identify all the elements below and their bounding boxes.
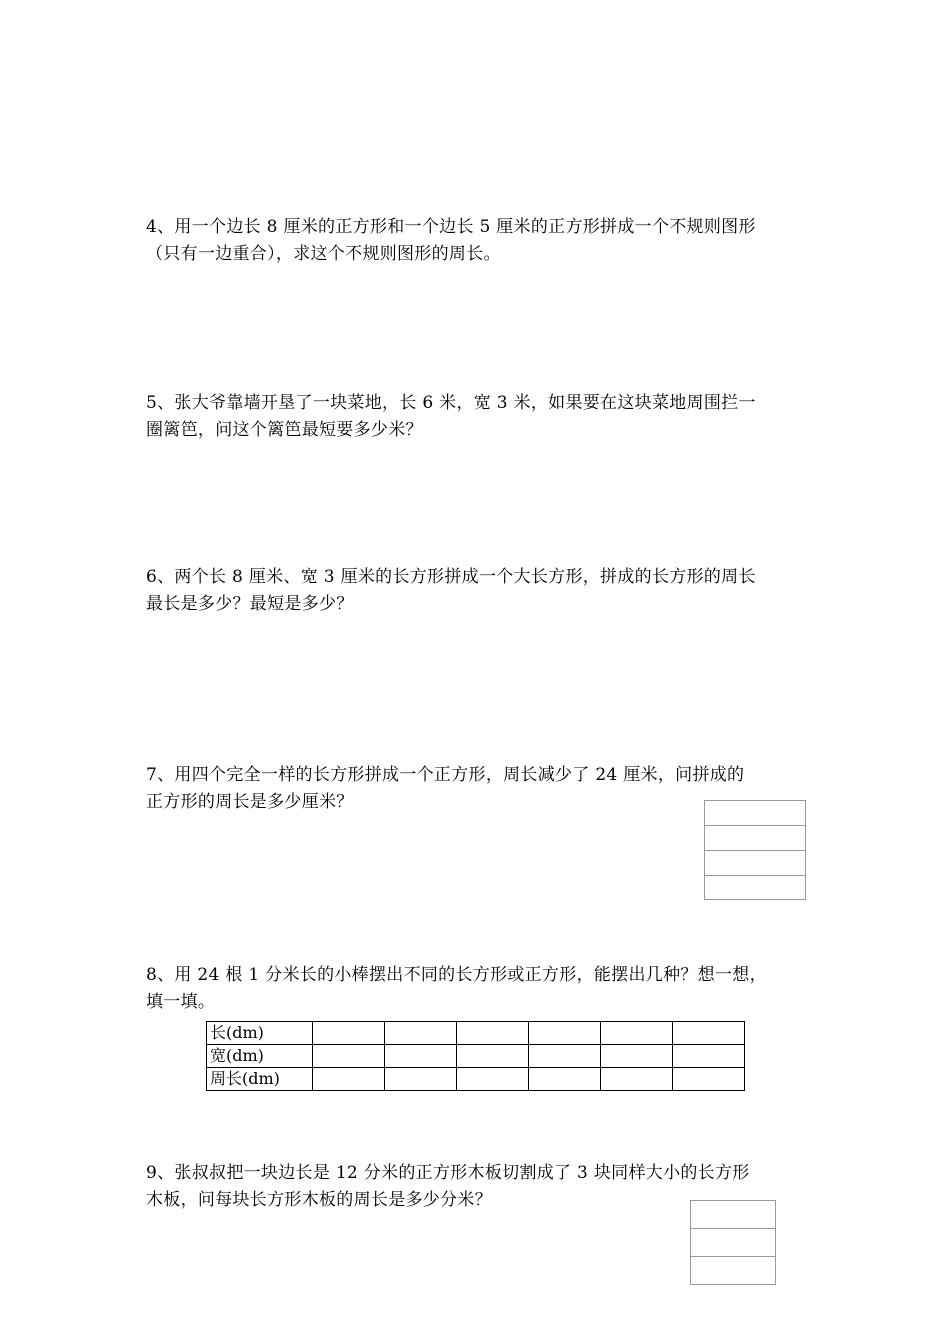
figure-divider [705, 875, 805, 876]
table-cell[interactable] [529, 1045, 601, 1068]
question-9-line-2: 木板，问每块长方形木板的周长是多少分米？ [146, 1190, 492, 1210]
table-cell[interactable] [385, 1068, 457, 1091]
figure-divider [691, 1256, 775, 1257]
row-header-perimeter: 周长(dm) [207, 1068, 313, 1091]
figure-divider [705, 850, 805, 851]
table-cell[interactable] [673, 1045, 745, 1068]
table-cell[interactable] [529, 1022, 601, 1045]
question-7-line-2: 正方形的周长是多少厘米？ [146, 792, 354, 812]
question-8 [146, 962, 816, 1016]
table-cell[interactable] [601, 1045, 673, 1068]
question-4-line-2: （只有一边重合），求这个不规则图形的周长。 [146, 244, 501, 264]
question-6 [146, 564, 816, 618]
question-4-line-1: 4、用一个边长 8 厘米的正方形和一个边长 5 厘米的正方形拼成一个不规则图形 [146, 217, 756, 237]
question-5-line-1: 5、张大爷靠墙开垦了一块菜地，长 6 米，宽 3 米，如果要在这块菜地周围拦一 [146, 393, 756, 413]
table-cell[interactable] [673, 1022, 745, 1045]
question-6-line-2: 最长是多少？最短是多少？ [146, 594, 354, 614]
row-header-width: 宽(dm) [207, 1045, 313, 1068]
question-4 [146, 214, 816, 268]
table-cell[interactable] [673, 1068, 745, 1091]
square-board-figure [690, 1200, 776, 1285]
table-cell[interactable] [601, 1068, 673, 1091]
table-row [207, 1022, 745, 1045]
figure-divider [691, 1228, 775, 1229]
question-8-line-2: 填一填。 [146, 992, 216, 1012]
table-cell[interactable] [457, 1068, 529, 1091]
table-cell[interactable] [457, 1022, 529, 1045]
table-cell[interactable] [313, 1045, 385, 1068]
table-cell[interactable] [313, 1022, 385, 1045]
fill-in-table [206, 1021, 745, 1091]
table-row [207, 1068, 745, 1091]
question-8-line-1: 8、用 24 根 1 分米长的小棒摆出不同的长方形或正方形，能摆出几种？想一想， [146, 965, 767, 985]
figure-divider [705, 825, 805, 826]
question-5 [146, 390, 816, 444]
question-6-line-1: 6、两个长 8 厘米、宽 3 厘米的长方形拼成一个大长方形，拼成的长方形的周长 [146, 567, 756, 587]
table-cell[interactable] [385, 1045, 457, 1068]
row-header-length: 长(dm) [207, 1022, 313, 1045]
table-row [207, 1045, 745, 1068]
table-cell[interactable] [313, 1068, 385, 1091]
question-5-line-2: 圈篱笆，问这个篱笆最短要多少米？ [146, 420, 423, 440]
four-rectangle-square-figure [704, 800, 806, 900]
question-9-line-1: 9、张叔叔把一块边长是 12 分米的正方形木板切割成了 3 块同样大小的长方形 [146, 1163, 750, 1183]
question-7-line-1: 7、用四个完全一样的长方形拼成一个正方形，周长减少了 24 厘米，问拼成的 [146, 765, 745, 785]
table-cell[interactable] [457, 1045, 529, 1068]
table-cell[interactable] [601, 1022, 673, 1045]
table-cell[interactable] [385, 1022, 457, 1045]
table-cell[interactable] [529, 1068, 601, 1091]
